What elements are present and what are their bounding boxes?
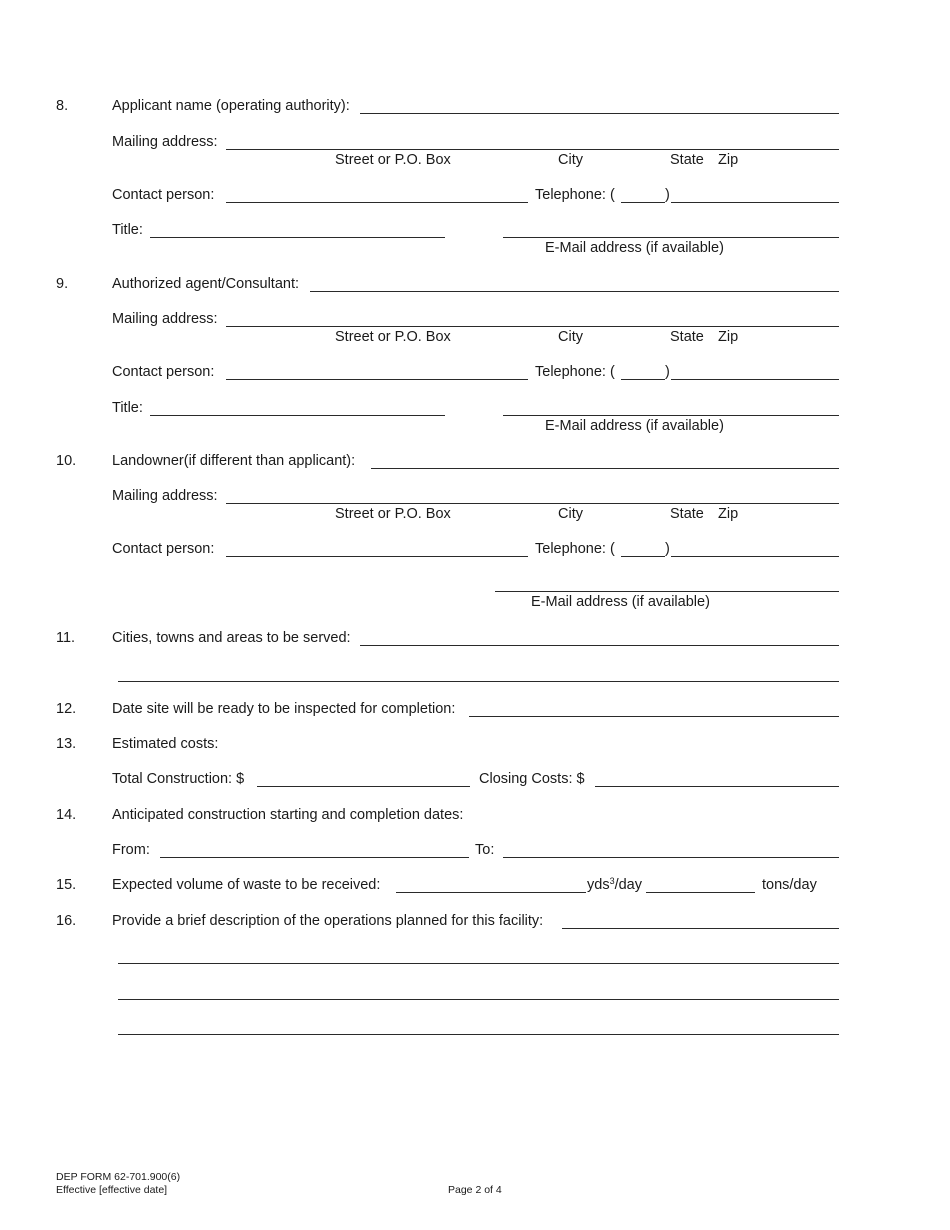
- from-label: From:: [112, 842, 150, 858]
- applicant-telephone-field[interactable]: [671, 202, 839, 203]
- operations-description-line-2[interactable]: [118, 963, 839, 964]
- agent-contact-person-field[interactable]: [226, 379, 528, 380]
- applicant-name-label: Applicant name (operating authority):: [112, 98, 350, 114]
- agent-mailing-address-field[interactable]: [226, 326, 839, 327]
- title-label: Title:: [112, 400, 143, 416]
- mailing-address-label: Mailing address:: [112, 134, 218, 150]
- contact-person-label: Contact person:: [112, 364, 215, 380]
- estimated-costs-label: Estimated costs:: [112, 736, 219, 752]
- closing-costs-label: Closing Costs: $: [479, 771, 585, 787]
- item-16-number: 16.: [56, 913, 77, 929]
- contact-person-label: Contact person:: [112, 187, 215, 203]
- street-caption: Street or P.O. Box: [335, 506, 451, 522]
- landowner-mailing-address-field[interactable]: [226, 503, 839, 504]
- agent-name-label: Authorized agent/Consultant:: [112, 276, 300, 292]
- yds-per-day-unit: yds$^3$/day: [587, 876, 643, 893]
- agent-email-field[interactable]: [503, 415, 839, 416]
- item-9-number: 9.: [56, 276, 69, 292]
- zip-caption: Zip: [718, 152, 739, 168]
- applicant-contact-person-field[interactable]: [226, 202, 528, 203]
- telephone-label: Telephone: (: [535, 364, 615, 380]
- completion-date-field[interactable]: [503, 857, 839, 858]
- operations-description-line-3[interactable]: [118, 999, 839, 1000]
- landowner-email-field[interactable]: [495, 591, 839, 592]
- landowner-area-code-field[interactable]: [621, 556, 665, 557]
- telephone-label: Telephone: (: [535, 187, 615, 203]
- title-label: Title:: [112, 222, 143, 238]
- city-caption: City: [558, 506, 583, 522]
- email-caption: E-Mail address (if available): [545, 418, 724, 434]
- construction-dates-label: Anticipated construction starting and completion dates:: [112, 807, 464, 823]
- landowner-label: Landowner(if different than applicant):: [112, 453, 356, 469]
- city-caption: City: [558, 152, 583, 168]
- applicant-name-field[interactable]: [360, 113, 839, 114]
- email-caption: E-Mail address (if available): [545, 240, 724, 256]
- mailing-address-label: Mailing address:: [112, 488, 218, 504]
- street-caption: Street or P.O. Box: [335, 152, 451, 168]
- closing-costs-field[interactable]: [595, 786, 839, 787]
- state-caption: State: [670, 329, 704, 345]
- landowner-telephone-field[interactable]: [671, 556, 839, 557]
- areas-served-field-line-2[interactable]: [118, 681, 839, 682]
- areas-served-label: Cities, towns and areas to be served:: [112, 630, 351, 646]
- mailing-address-label: Mailing address:: [112, 311, 218, 327]
- inspection-date-label: Date site will be ready to be inspected for completion:: [112, 701, 456, 717]
- item-11-number: 11.: [56, 630, 76, 646]
- areas-served-field[interactable]: [360, 645, 839, 646]
- waste-volume-yds-field[interactable]: [396, 892, 586, 893]
- waste-volume-label: Expected volume of waste to be received:: [112, 877, 381, 893]
- total-construction-label: Total Construction: $: [112, 771, 245, 787]
- total-construction-field[interactable]: [257, 786, 470, 787]
- agent-area-code-field[interactable]: [621, 379, 665, 380]
- item-13-number: 13.: [56, 736, 77, 752]
- landowner-name-field[interactable]: [371, 468, 839, 469]
- effective-date: Effective [effective date]: [56, 1184, 168, 1196]
- form-id: DEP FORM 62-701.900(6): [56, 1171, 181, 1183]
- applicant-area-code-field[interactable]: [621, 202, 665, 203]
- agent-telephone-field[interactable]: [671, 379, 839, 380]
- telephone-label: Telephone: (: [535, 541, 615, 557]
- applicant-title-field[interactable]: [150, 237, 445, 238]
- item-14-number: 14.: [56, 807, 77, 823]
- item-10-number: 10.: [56, 453, 77, 469]
- operations-description-label: Provide a brief description of the operations planned for this facility:: [112, 913, 544, 929]
- operations-description-field[interactable]: [562, 928, 839, 929]
- city-caption: City: [558, 329, 583, 345]
- item-8-number: 8.: [56, 98, 69, 114]
- waste-volume-tons-field[interactable]: [646, 892, 755, 893]
- item-15-number: 15.: [56, 877, 77, 893]
- applicant-email-field[interactable]: [503, 237, 839, 238]
- inspection-date-field[interactable]: [469, 716, 839, 717]
- to-label: To:: [475, 842, 495, 858]
- agent-name-field[interactable]: [310, 291, 839, 292]
- page-number: Page 2 of 4: [448, 1184, 502, 1196]
- zip-caption: Zip: [718, 506, 739, 522]
- landowner-contact-person-field[interactable]: [226, 556, 528, 557]
- applicant-mailing-address-field[interactable]: [226, 149, 839, 150]
- street-caption: Street or P.O. Box: [335, 329, 451, 345]
- contact-person-label: Contact person:: [112, 541, 215, 557]
- state-caption: State: [670, 152, 704, 168]
- operations-description-line-4[interactable]: [118, 1034, 839, 1035]
- email-caption: E-Mail address (if available): [531, 594, 710, 610]
- state-caption: State: [670, 506, 704, 522]
- agent-title-field[interactable]: [150, 415, 445, 416]
- start-date-field[interactable]: [160, 857, 469, 858]
- zip-caption: Zip: [718, 329, 739, 345]
- item-12-number: 12.: [56, 701, 77, 717]
- tons-per-day-unit: tons/day: [762, 877, 817, 893]
